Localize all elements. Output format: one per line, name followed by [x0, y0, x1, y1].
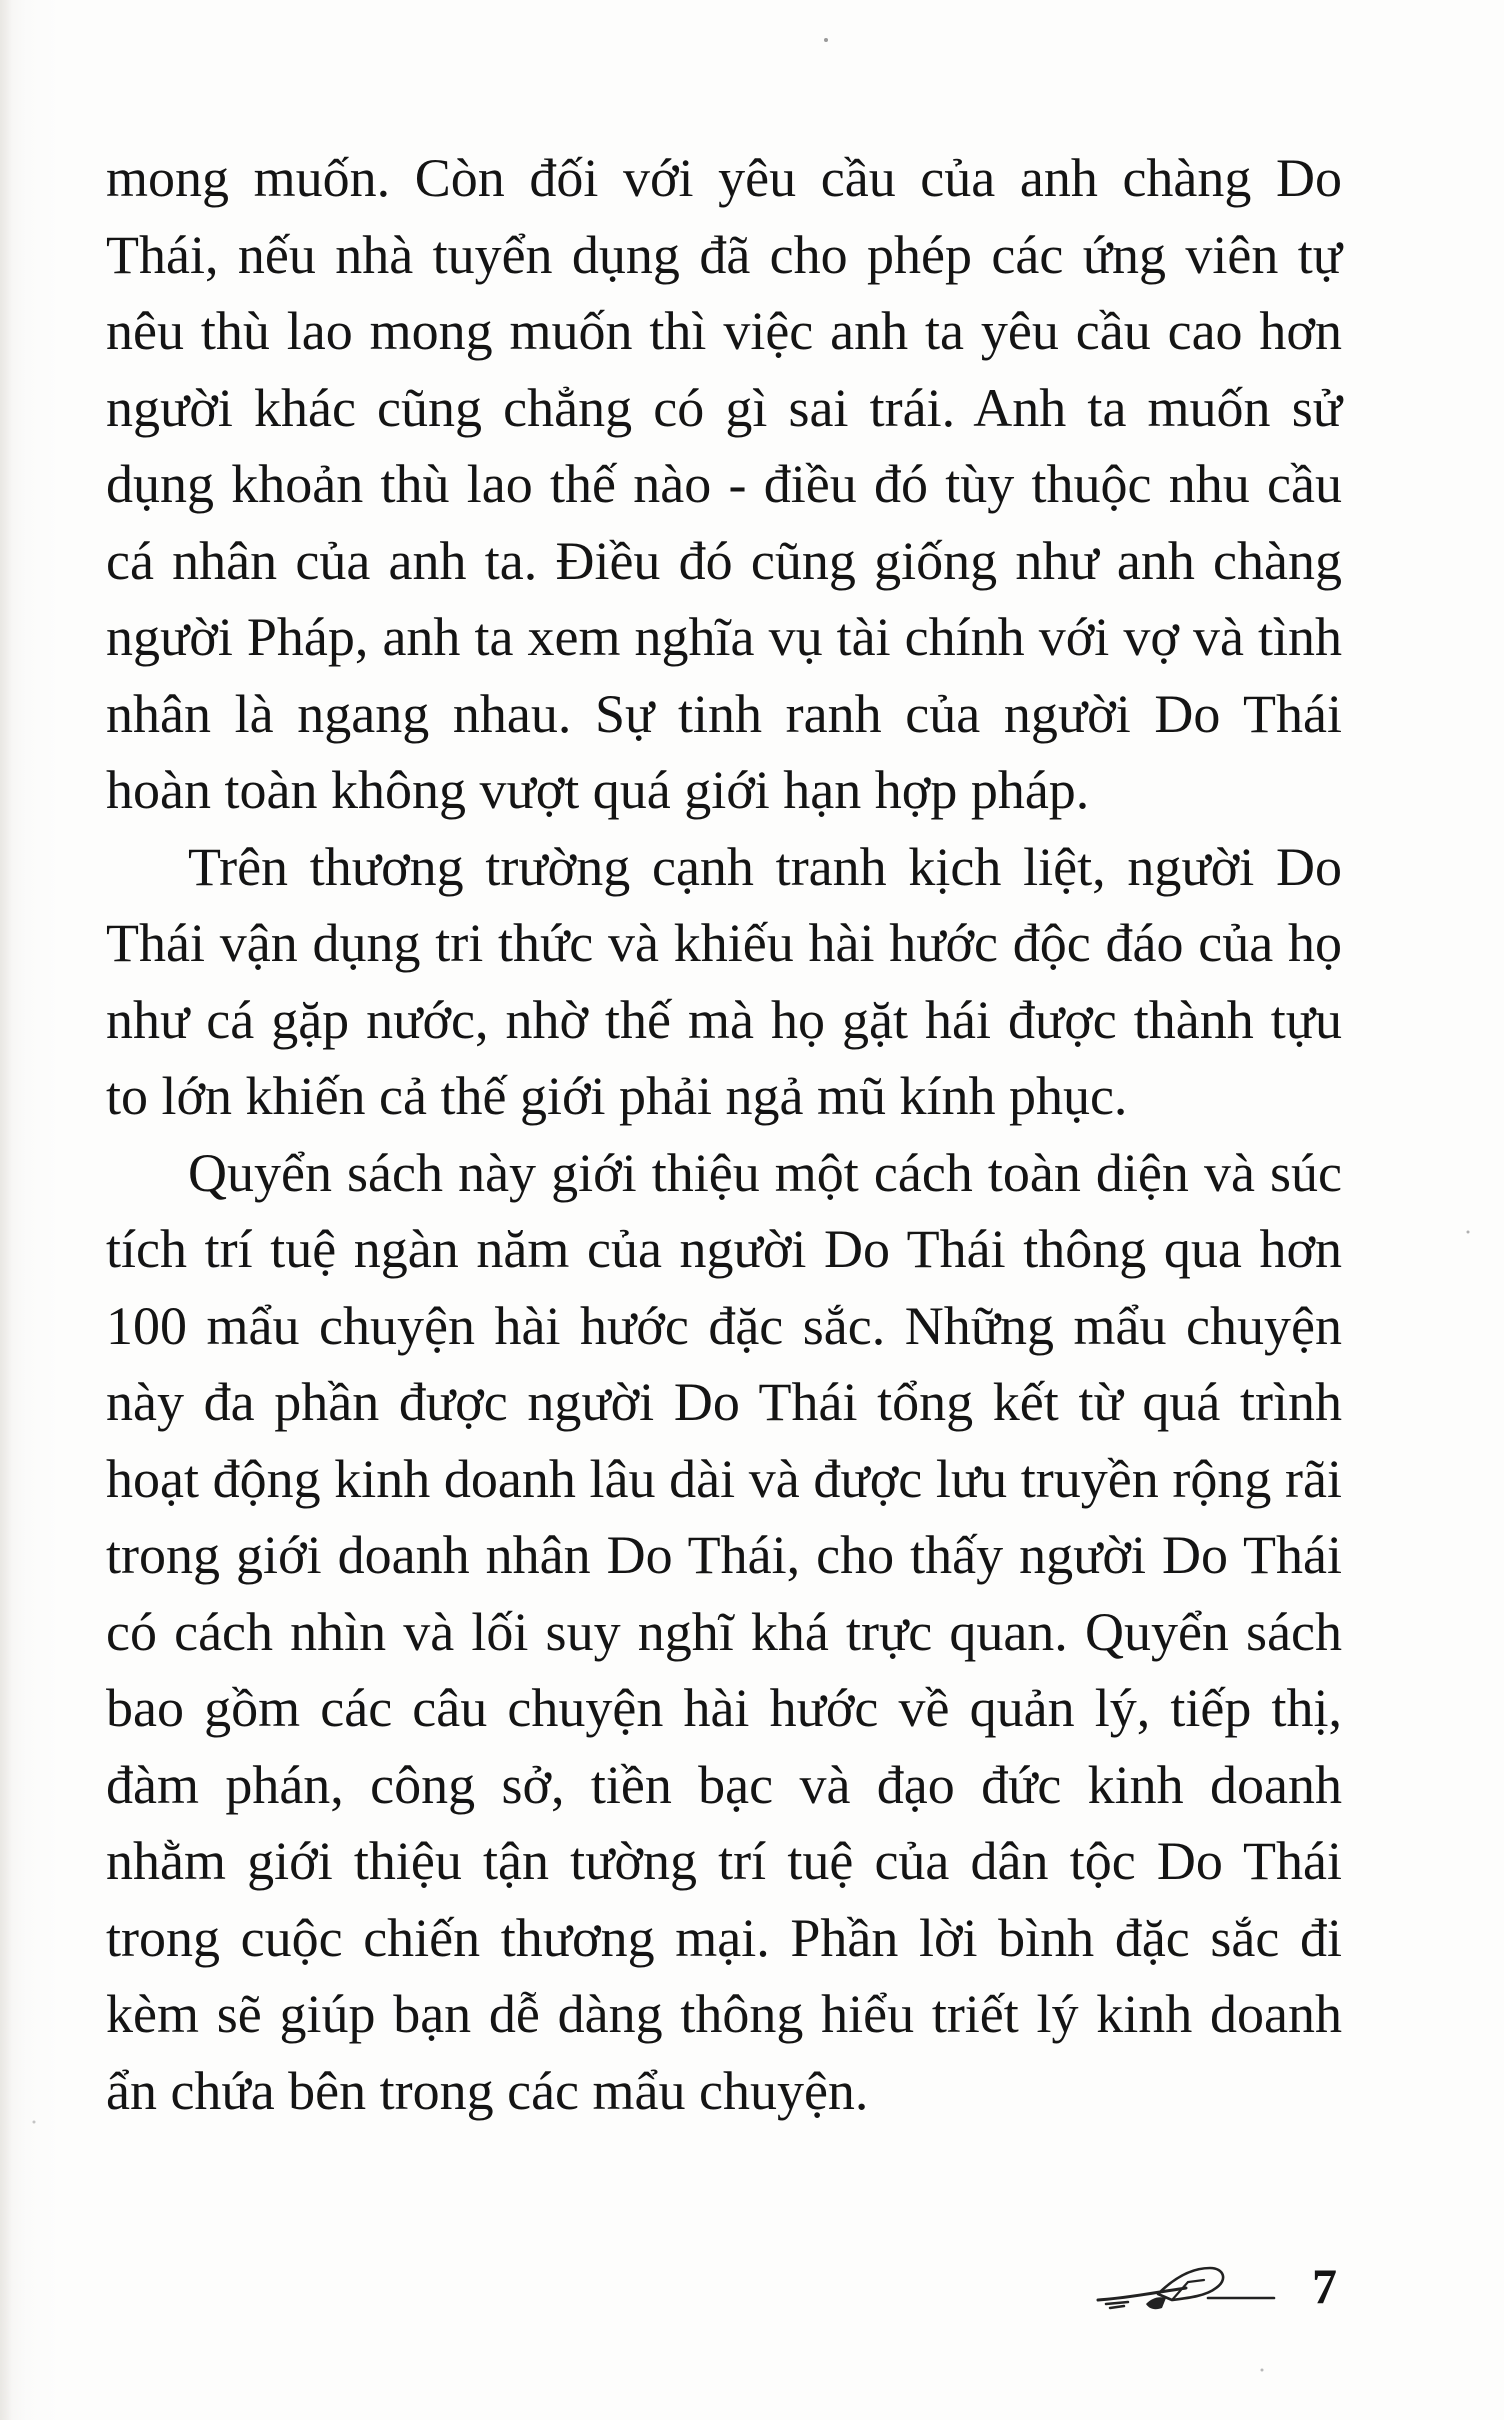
- quill-pen-icon: [1088, 2258, 1278, 2318]
- paragraph-1: mong muốn. Còn đối với yêu cầu của anh chàng Do Thái, nếu nhà tuyển dụng đã cho phép các ứng viên tự nêu thù lao mong muốn thì việc anh ta yêu cầu cao hơn người khác cũng chẳng có gì sai trái. Anh ta muốn sử dụng khoản thù lao thế nào - điều đó tùy thuộc nhu cầu cá nhân của anh ta. Điều đó cũng giống như anh chàng người Pháp, anh ta xem nghĩa vụ tài chính với vợ và tình nhân là ngang nhau. Sự tinh ranh của người Do Thái hoàn toàn không vượt quá giới hạn hợp pháp.: [106, 148, 1342, 820]
- page-footer: [1080, 2254, 1360, 2324]
- paragraph-3: Quyển sách này giới thiệu một cách toàn diện và súc tích trí tuệ ngàn năm của người Do Thái thông qua hơn 100 mẩu chuyện hài hước đặc sắc. Những mẩu chuyện này đa phần được người Do Thái tổng kết từ quá trình hoạt động kinh doanh lâu dài và được lưu truyền rộng rãi trong giới doanh nhân Do Thái, cho thấy người Do Thái có cách nhìn và lối suy nghĩ khá trực quan. Quyển sách bao gồm các câu chuyện hài hước về quản lý, tiếp thị, đàm phán, công sở, tiền bạc và đạo đức kinh doanh nhằm giới thiệu tận tường trí tuệ của dân tộc Do Thái trong cuộc chiến thương mại. Phần lời bình đặc sắc đi kèm sẽ giúp bạn dễ dàng thông hiểu triết lý kinh doanh ẩn chứa bên trong các mẩu chuyện.: [106, 1142, 1342, 2121]
- page-gutter-shadow: [0, 0, 12, 2420]
- paragraph-2: Trên thương trường cạnh tranh kịch liệt, người Do Thái vận dụng tri thức và khiếu hài hước độc đáo của họ như cá gặp nước, nhờ thế mà họ gặt hái được thành tựu to lớn khiến cả thế giới phải ngả mũ kính phục.: [106, 836, 1342, 1126]
- page-number: 7: [1312, 2258, 1337, 2314]
- body-text: [106, 140, 1342, 2129]
